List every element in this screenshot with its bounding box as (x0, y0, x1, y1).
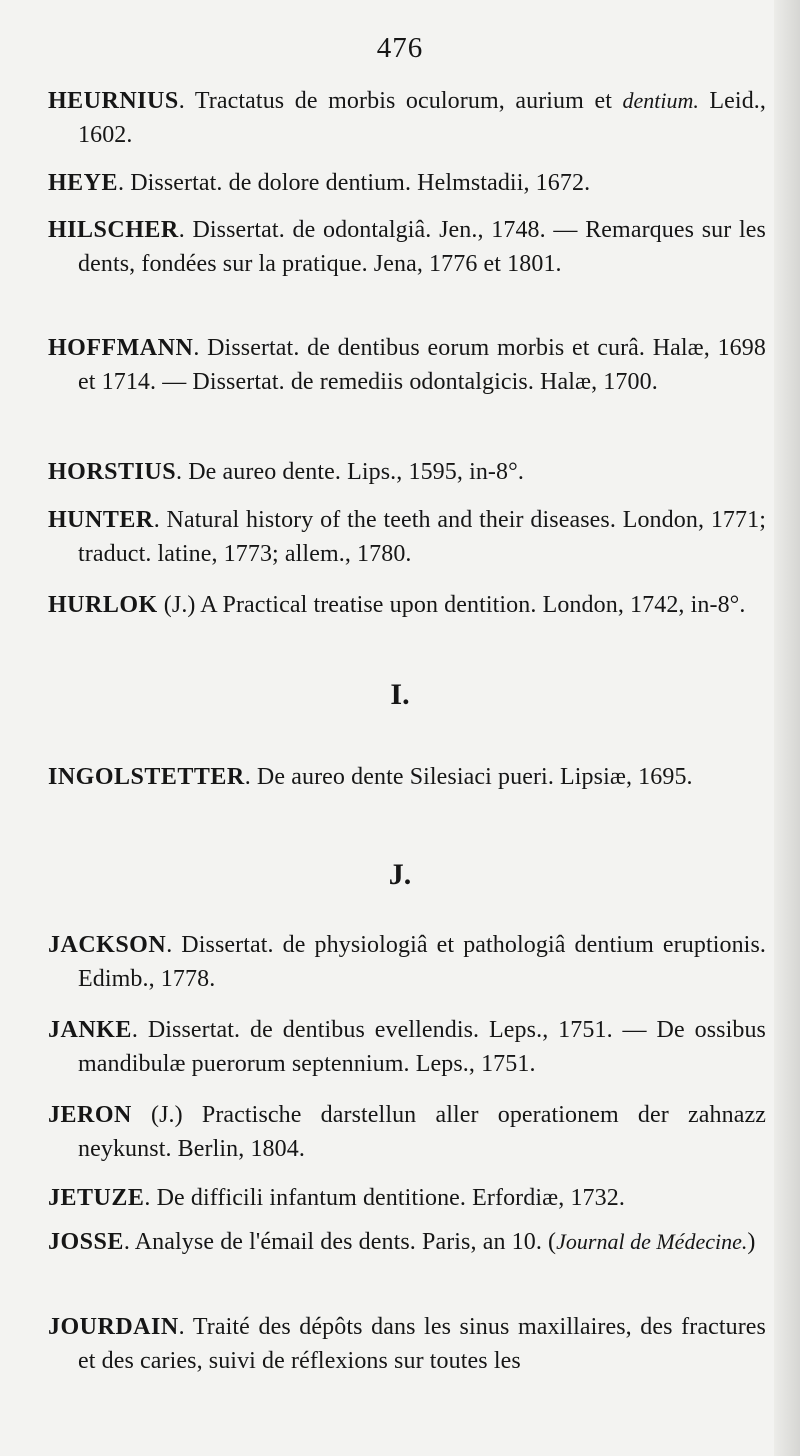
bibliography-entry (48, 1310, 766, 1378)
entry-text: (J.) Practische darstellun aller operationem der zahnazz neykunst. Berlin, 1804. (78, 1102, 766, 1162)
entry-author: JACKSON (48, 932, 167, 958)
entry-author: HEYE (48, 170, 119, 196)
entry-text: . Dissertat. de dolore dentium. Helmstadii, 1672. (118, 170, 591, 196)
page-number: 476 (376, 32, 424, 64)
entry-text: . Dissertat. de dentibus evellendis. Leps., 1751. — De ossibus mandibulæ puerorum septennium. Leps., 1751. (78, 1017, 766, 1077)
entry-text: . Tractatus de morbis oculorum, aurium et (178, 88, 623, 114)
section-heading-j: J. (388, 858, 412, 891)
bibliography-entry (48, 588, 766, 622)
bibliography-entry (48, 1181, 766, 1215)
bibliography-entry (48, 84, 766, 152)
entry-author: JANKE (48, 1017, 132, 1043)
entry-author: JERON (48, 1102, 132, 1128)
entry-author: HEURNIUS (48, 88, 179, 114)
entry-author: HILSCHER (48, 217, 179, 243)
section-heading-i: I. (390, 678, 410, 711)
entry-text: . Analyse de l'émail des dents. Paris, an 10. ( (123, 1229, 557, 1255)
bibliography-entry (48, 1098, 766, 1166)
bibliography-entry (48, 928, 766, 996)
entry-author: HOFFMANN (48, 335, 194, 361)
entry-text: . Dissertat. de odontalgiâ. Jen., 1748. — Remarques sur les dents, fondées sur la pratique. Jena, 1776 et 1801. (78, 217, 766, 277)
entry-text: . Traité des dépôts dans les sinus maxillaires, des fractures et des caries, suivi de réflexions sur toutes les (78, 1314, 766, 1374)
bibliography-entry (48, 455, 766, 489)
bibliography-entry (48, 503, 766, 571)
entry-author: INGOLSTETTER (48, 764, 245, 790)
entry-text: . De aureo dente Silesiaci pueri. Lipsiæ, 1695. (244, 764, 693, 790)
bibliography-entry (48, 331, 766, 399)
entry-italic: Journal de Médecine. (556, 1229, 748, 1254)
entry-text: . Dissertat. de physiologiâ et pathologiâ dentium eruptionis. Edimb., 1778. (78, 932, 766, 992)
entry-text: . De aureo dente. Lips., 1595, in-8°. (176, 459, 524, 485)
bibliography-entry (48, 213, 766, 281)
bibliography-entry (48, 166, 766, 200)
entry-author: HURLOK (48, 592, 158, 618)
entry-text: . De difficili infantum dentitione. Erfordiæ, 1732. (144, 1185, 625, 1211)
entry-author: JOURDAIN (48, 1314, 179, 1340)
entry-text-continued: ) (747, 1229, 756, 1255)
entry-text: . Natural history of the teeth and their diseases. London, 1771; traduct. latine, 1773; allem., 1780. (78, 507, 766, 567)
entry-text: (J.) A Practical treatise upon dentition. London, 1742, in-8°. (157, 592, 746, 618)
entry-text-continued: Leid., 1602. (78, 88, 766, 148)
entry-author: HORSTIUS (48, 459, 177, 485)
entry-text: . Dissertat. de dentibus eorum morbis et curâ. Halæ, 1698 et 1714. — Dissertat. de remediis odontalgicis. Halæ, 1700. (78, 335, 766, 395)
entry-italic: dentium. (622, 88, 699, 113)
bibliography-entry (48, 1225, 766, 1259)
bibliography-entry (48, 1013, 766, 1081)
entry-author: HUNTER (48, 507, 154, 533)
bibliography-entry (48, 760, 766, 794)
entry-author: JETUZE (48, 1185, 145, 1211)
entry-author: JOSSE (48, 1229, 124, 1255)
